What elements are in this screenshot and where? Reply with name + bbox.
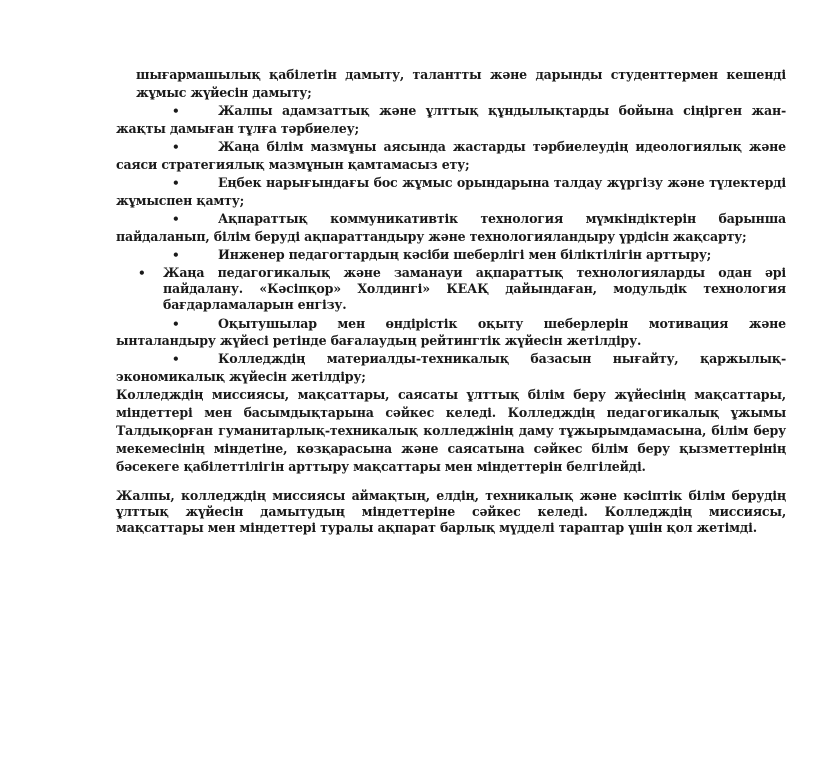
bullet-icon: • (172, 248, 180, 262)
bullet-icon: • (172, 352, 180, 366)
bullet-2-line-2: саяси стратегиялық мазмұнын қамтамасыз ету; (116, 157, 470, 172)
bullet-3-line-2: жұмыспен қамту; (116, 193, 245, 208)
intro-line-2: жұмыс жүйесін дамыту; (136, 85, 312, 100)
bullet-8-line-2: экономикалық жүйесін жетілдіру; (116, 369, 366, 384)
paragraph-2-line-2: ұлттық жүйесін дамытудың міндеттеріне сәйкес келеді. Колледждің миссиясы, (116, 504, 786, 519)
bullet-2-line-1: Жаңа білім мазмұны аясында жастарды тәрбиелеудің идеологиялық және (218, 139, 786, 154)
bullet-6-line-2: пайдалану. «Кәсіпқор» Холдингі» КЕАҚ дайындаған, модульдік технология (163, 281, 786, 296)
bullet-icon: • (138, 266, 146, 280)
bullet-5-line-1: Инженер педагогтардың кәсіби шеберлігі мен біліктілігін арттыру; (218, 247, 712, 262)
paragraph-1-line-1: Колледждің миссиясы, мақсаттары, саясаты ұлттық білім беру жүйесінің мақсаттары, (116, 387, 786, 402)
bullet-1-line-2: жақты дамыған тұлға тәрбиелеу; (116, 121, 359, 136)
bullet-7-line-2: ынталандыру жүйесі ретінде бағалаудың рейтингтік жүйесін жетілдіру. (116, 333, 642, 348)
intro-line-1: шығармашылық қабілетін дамыту, талантты және дарынды студенттермен кешенді (136, 67, 786, 82)
bullet-3-line-1: Еңбек нарығындағы бос жұмыс орындарына талдау жүргізу және түлектерді (218, 175, 786, 190)
bullet-1-line-1: Жалпы адамзаттық және ұлттық құндылықтарды бойына сіңірген жан- (218, 103, 786, 118)
paragraph-1-line-3: Талдықорған гуманитарлық-техникалық колледжінің даму тұжырымдамасына, білім беру (116, 423, 786, 438)
bullet-icon: • (172, 140, 180, 154)
bullet-4-line-2: пайдаланып, білім беруді ақпараттандыру және технологияландыру үрдісін жақсарту; (116, 229, 747, 244)
bullet-7-line-1: Оқытушылар мен өндірістік оқыту шеберлерін мотивация және (218, 316, 786, 331)
bullet-8-line-1: Колледждің материалды-техникалық базасын нығайту, қаржылық- (218, 351, 786, 366)
paragraph-2-line-3: мақсаттары мен міндеттері туралы ақпарат барлық мүдделі тараптар үшін қол жетімді. (116, 520, 757, 535)
bullet-4-line-1: Ақпараттық коммуникативтік технология мүмкіндіктерін барынша (218, 211, 786, 226)
bullet-icon: • (172, 212, 180, 226)
paragraph-1-line-2: міндеттері мен басымдықтарына сәйкес келеді. Колледждің педагогикалық ұжымы (116, 405, 786, 420)
paragraph-1-line-4: мекемесінің міндетіне, көзқарасына және саясатына сәйкес білім беру қызметтерінің (116, 441, 786, 456)
paragraph-2-line-1: Жалпы, колледждің миссиясы аймақтың, елдің, техникалық және кәсіптік білім берудің (116, 488, 786, 503)
bullet-icon: • (172, 176, 180, 190)
bullet-icon: • (172, 317, 180, 331)
bullet-6-line-1: Жаңа педагогикалық және заманауи ақпараттық технологияларды одан әрі (163, 265, 786, 280)
paragraph-1-line-5: бәсекеге қабілеттілігін арттыру мақсаттары мен міндеттерін белгілейді. (116, 459, 646, 474)
bullet-6-line-3: бағдарламаларын енгізу. (163, 297, 347, 312)
bullet-icon: • (172, 104, 180, 118)
